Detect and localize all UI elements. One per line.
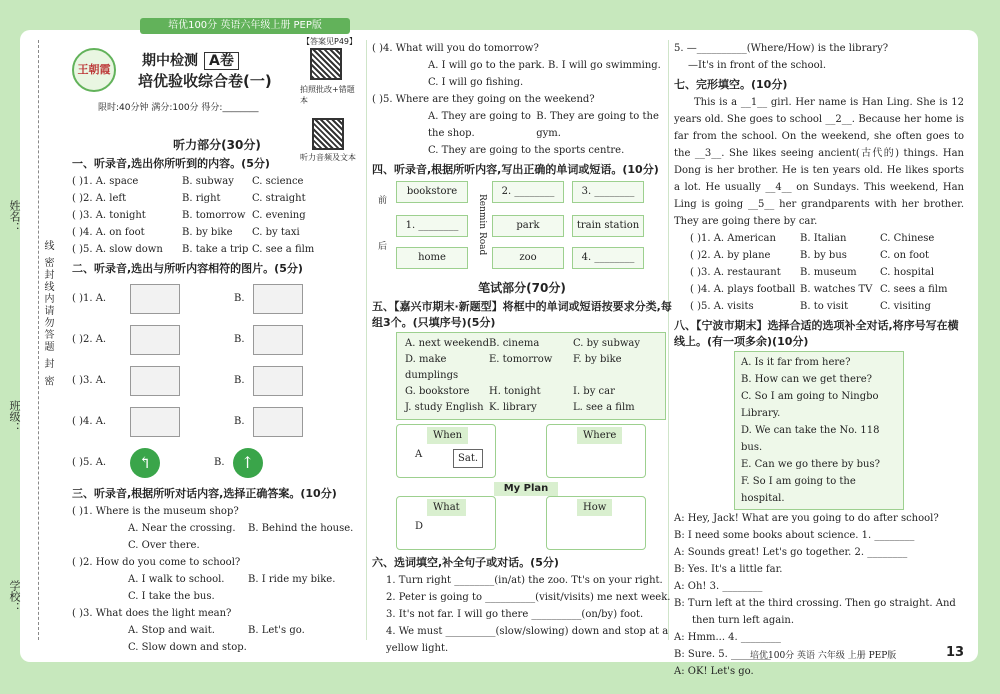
map-cell: park (492, 215, 564, 237)
cloze-option-row (674, 281, 964, 298)
column-3 (674, 40, 964, 680)
option-b[interactable]: B. Let's go. (248, 625, 305, 636)
qr2-caption: 听力音频及文本 (300, 153, 356, 162)
option-b[interactable]: B. Behind the house. (248, 523, 354, 534)
footer: 培优100分 英语 六年级 上册 PEP版 (750, 651, 897, 661)
dialog-line: A: Hey, Jack! What are you going to do after school? (674, 513, 939, 524)
exam-meta: 限时:40分钟 满分:100分 得分:________ (98, 103, 259, 113)
question-row (72, 190, 362, 207)
option-a-label[interactable]: ( )5. A. (72, 457, 107, 468)
exam-subtitle: 培优验收综合卷(一) (138, 72, 272, 90)
map-cell[interactable]: 2. ________ (492, 181, 564, 203)
plan-box-what: What D (396, 496, 496, 550)
option-c[interactable]: C. hospital (880, 267, 935, 278)
class-label: 班级： (8, 400, 21, 433)
section-6-q5-answer: —It's in front of the school. (688, 60, 827, 71)
dialog-line: B: Turn left at the third crossing. Then go straight. And then turn left again. (674, 598, 956, 626)
section-5-options (396, 332, 666, 420)
picture-b-icon[interactable] (253, 366, 303, 396)
column-divider (366, 40, 367, 640)
road-label: Renmin Road (477, 194, 487, 256)
fill-blank-item[interactable]: 1. Turn right ________(in/at) the zoo. Tt's on your right. (386, 575, 663, 586)
classify-option: K. library (489, 402, 537, 413)
section-7-rows (674, 230, 964, 315)
cloze-option-row (674, 247, 964, 264)
route-map (378, 179, 666, 271)
options-row (72, 622, 362, 639)
back-label: 后 (378, 242, 388, 252)
section-4-title: 四、听录音,根据所听内容,写出正确的单词或短语。(10分) (372, 163, 659, 176)
go-straight-sign-icon[interactable]: ↑ (233, 448, 263, 478)
picture-b-icon[interactable] (253, 284, 303, 314)
option-a[interactable]: A. Stop and wait. (128, 625, 215, 636)
dialog-option: F. So I am going to the hospital. (741, 476, 856, 504)
question-row (72, 241, 362, 258)
map-cell: bookstore (396, 181, 468, 203)
map-cell[interactable]: 3. ________ (572, 181, 644, 203)
column-2 (372, 40, 672, 657)
question-text: ( )1. Where is the museum shop? (72, 506, 239, 517)
option-a[interactable]: ( )5. A. slow down (72, 244, 163, 255)
classify-option: E. tomorrow (489, 354, 553, 365)
option-b-label[interactable]: B. (234, 416, 245, 427)
picture-question-row (72, 442, 362, 483)
option-c[interactable]: C. I will go fishing. (428, 77, 524, 88)
option-c[interactable]: C. Over there. (128, 540, 200, 551)
page-number: 13 (946, 645, 965, 660)
option-b[interactable]: B. museum (800, 267, 857, 278)
classify-option: C. by subway (573, 338, 641, 349)
top-band: 培优100分 英语六年级上册 PEP版 (140, 18, 350, 34)
classify-option: D. make dumplings (405, 354, 459, 381)
section-6-title: 六、选词填空,补全句子或对话。(5分) (372, 556, 559, 569)
option-a[interactable]: ( )5. A. visits (690, 301, 754, 312)
plan-box-when: When A Sat. (396, 424, 496, 478)
picture-question-row (72, 278, 362, 319)
dialog-option: A. Is it far from here? (741, 357, 851, 368)
option-a[interactable]: A. I walk to school. (128, 574, 225, 585)
dialog-option: C. So I am going to Ningbo Library. (741, 391, 879, 419)
picture-b-icon[interactable] (253, 407, 303, 437)
seal-text: 线 密封线内请勿答题 封 密 (42, 240, 53, 388)
classify-option: G. bookstore (405, 386, 470, 397)
options-row (372, 57, 672, 74)
section-1-rows (72, 173, 362, 258)
picture-question-row (72, 360, 362, 401)
exam-title: 期中检测 A卷 (142, 50, 239, 70)
option-b[interactable]: B. by bike (182, 227, 233, 238)
option-a[interactable]: ( )3. A. tonight (72, 210, 146, 221)
map-cell: train station (572, 215, 644, 237)
options-row (372, 108, 672, 142)
picture-a-icon[interactable] (130, 366, 180, 396)
option-a-label[interactable]: ( )2. A. (72, 334, 107, 345)
column-1 (72, 136, 362, 656)
option-c[interactable]: C. Slow down and stop. (128, 642, 247, 653)
option-a[interactable]: ( )2. A. left (72, 193, 127, 204)
section-8-title: 八、【宁波市期末】选择合适的选项补全对话,将序号写在横线上。(有一项多余)(10分) (674, 319, 959, 348)
classify-option: I. by car (573, 386, 615, 397)
map-cell: zoo (492, 247, 564, 269)
picture-a-icon[interactable] (130, 284, 180, 314)
option-a[interactable]: A. They are going to the shop. (428, 111, 531, 139)
section-3-title: 三、听录音,根据所听对话内容,选择正确答案。(10分) (72, 487, 337, 500)
option-c[interactable]: C. by taxi (252, 227, 300, 238)
option-c[interactable]: C. I take the bus. (128, 591, 215, 602)
section-2-title: 二、听录音,选出与所听内容相符的图片。(5分) (72, 262, 303, 275)
dialog-option: E. Can we go there by bus? (741, 459, 880, 470)
cloze-passage: This is a __1__ girl. Her name is Han Ling. She is 12 years old. She goes to school __2__. Because her home is far from the school. On the weekend, she often goes to the __3__. She likes seeing ancient(古代的) things. Han Dong is her brother. He is ten years old. He likes sports a lot. He usually __4__ on Sundays. This weekend, Han Ling is going __5__ her grandparents with her brother. They are going there by car. (674, 97, 964, 227)
option-c[interactable]: C. sees a film (880, 284, 948, 295)
dialog-line: B: Sure. 5. ________ (674, 649, 771, 660)
picture-question-row (72, 401, 362, 442)
qr-code-icon[interactable] (310, 48, 342, 80)
section-5-title: 五、【嘉兴市期末·新题型】将框中的单词或短语按要求分类,每组3个。(只填序号)(5分) (372, 300, 672, 329)
option-a[interactable]: ( )2. A. by plane (690, 250, 771, 261)
exam-header (72, 37, 362, 105)
option-a-label[interactable]: ( )4. A. (72, 416, 107, 427)
writing-title: 笔试部分(70分) (478, 281, 566, 295)
plan-label-d: D (415, 521, 424, 532)
map-cell[interactable]: 1. ________ (396, 215, 468, 237)
plan-box-where: Where (546, 424, 646, 478)
option-a-label[interactable]: ( )1. A. (72, 293, 107, 304)
option-b[interactable]: B. I will go swimming. (548, 60, 661, 71)
classify-option: A. next weekend (405, 338, 489, 349)
option-c[interactable]: C. They are going to the sports centre. (428, 145, 625, 156)
option-b[interactable]: B. watches TV (800, 284, 873, 295)
dialog-line: A: Sounds great! Let's go together. 2. ________ (674, 547, 908, 558)
question-text: ( )4. What will you do tomorrow? (372, 43, 539, 54)
fill-blank-item[interactable]: 2. Peter is going to __________(visit/visits) me next week. (386, 592, 671, 603)
option-b[interactable]: B. right (182, 193, 221, 204)
cloze-option-row (674, 298, 964, 315)
dialog-line: B: I need some books about science. 1. ________ (674, 530, 915, 541)
classify-option: F. by bike (573, 354, 622, 365)
option-c[interactable]: C. visiting (880, 301, 931, 312)
option-c[interactable]: C. evening (252, 210, 306, 221)
picture-a-icon[interactable] (130, 407, 180, 437)
question-text: ( )5. Where are they going on the weekend? (372, 94, 595, 105)
option-a[interactable]: ( )4. A. on foot (72, 227, 145, 238)
school-label: 学校： (8, 580, 21, 613)
option-c[interactable]: C. science (252, 176, 304, 187)
side-seal-area (0, 40, 60, 650)
cloze-option-row (674, 264, 964, 281)
option-c[interactable]: C. straight (252, 193, 306, 204)
section-1-title: 一、听录音,选出你所听到的内容。(5分) (72, 157, 270, 170)
option-b[interactable]: B. tomorrow (182, 210, 246, 221)
classify-option: H. tonight (489, 386, 541, 397)
cloze-option-row (674, 230, 964, 247)
dialog-line: B: Yes. It's a little far. (674, 564, 783, 575)
dialog-option: B. How can we get there? (741, 374, 872, 385)
answer-reference: 【答案见P49】 (302, 37, 358, 46)
section-3-continued (372, 40, 672, 159)
picture-b-icon[interactable] (253, 325, 303, 355)
paper-tag: A卷 (204, 52, 239, 70)
name-label: 姓名： (8, 200, 21, 233)
map-cell[interactable]: 4. ________ (572, 247, 644, 269)
listening-title: 听力部分(30分) (173, 138, 261, 152)
question-row (72, 207, 362, 224)
plan-center: My Plan (494, 482, 558, 496)
section-8-options (734, 351, 904, 510)
front-label: 前 (378, 196, 388, 206)
option-a[interactable]: ( )1. A. American (690, 233, 776, 244)
dialog-line: A: Hmm... 4. ________ (674, 632, 781, 643)
fill-blank-item[interactable]: 3. It's not far. I will go there __________(on/by) foot. (386, 609, 644, 620)
option-a[interactable]: ( )3. A. restaurant (690, 267, 781, 278)
options-row (72, 571, 362, 588)
picture-question-row (72, 319, 362, 360)
calendar-icon: Sat. (453, 449, 483, 468)
option-a[interactable]: A. Near the crossing. (128, 523, 236, 534)
map-cell: home (396, 247, 468, 269)
section-3-questions (72, 503, 362, 656)
plan-label-a: A (415, 449, 423, 460)
option-a[interactable]: ( )4. A. plays football (690, 284, 796, 295)
publisher-logo: 王朝霞 (72, 48, 116, 92)
option-a-label[interactable]: ( )3. A. (72, 375, 107, 386)
option-c[interactable]: C. Chinese (880, 233, 935, 244)
options-row (72, 520, 362, 537)
fill-blank-item[interactable]: 4. We must __________(slow/slowing) down and stop at a yellow light. (386, 626, 669, 654)
turn-left-sign-icon[interactable]: ↰ (130, 448, 160, 478)
seal-line (38, 40, 39, 640)
dialog-line: A: Oh! 3. ________ (674, 581, 763, 592)
option-b[interactable]: B. subway (182, 176, 234, 187)
my-plan-diagram (396, 424, 666, 552)
question-row (72, 173, 362, 190)
option-c[interactable]: C. see a film (252, 244, 315, 255)
classify-option: L. see a film (573, 402, 635, 413)
question-text: ( )2. How do you come to school? (72, 557, 241, 568)
qr1-caption: 拍照批改+错题本 (300, 85, 355, 105)
dialog-line: A: OK! Let's go. (674, 666, 754, 677)
picture-a-icon[interactable] (130, 325, 180, 355)
classify-option: B. cinema (489, 338, 540, 349)
plan-box-how: How (546, 496, 646, 550)
option-b[interactable]: B. to visit (800, 301, 849, 312)
option-b[interactable]: B. I ride my bike. (248, 574, 336, 585)
option-b[interactable]: B. Italian (800, 233, 847, 244)
dialog-option: D. We can take the No. 118 bus. (741, 425, 880, 453)
section-2-rows (72, 278, 362, 483)
option-b-label[interactable]: B. (214, 457, 225, 468)
option-b[interactable]: B. take a trip (182, 244, 249, 255)
option-a[interactable]: ( )1. A. space (72, 176, 139, 187)
question-row (72, 224, 362, 241)
option-c[interactable]: C. on foot (880, 250, 930, 261)
classify-option: J. study English (405, 402, 484, 413)
option-b-label[interactable]: B. (234, 334, 245, 345)
option-a[interactable]: A. I will go to the park. (428, 60, 545, 71)
option-b[interactable]: B. by bus (800, 250, 847, 261)
section-6-items (372, 572, 672, 657)
section-7-title: 七、完形填空。(10分) (674, 78, 788, 91)
section-6-q5: 5. —__________(Where/How) is the library? (674, 43, 889, 54)
option-b[interactable]: B. They are going to the gym. (536, 111, 659, 139)
option-b-label[interactable]: B. (234, 293, 245, 304)
option-b-label[interactable]: B. (234, 375, 245, 386)
question-text: ( )3. What does the light mean? (72, 608, 232, 619)
